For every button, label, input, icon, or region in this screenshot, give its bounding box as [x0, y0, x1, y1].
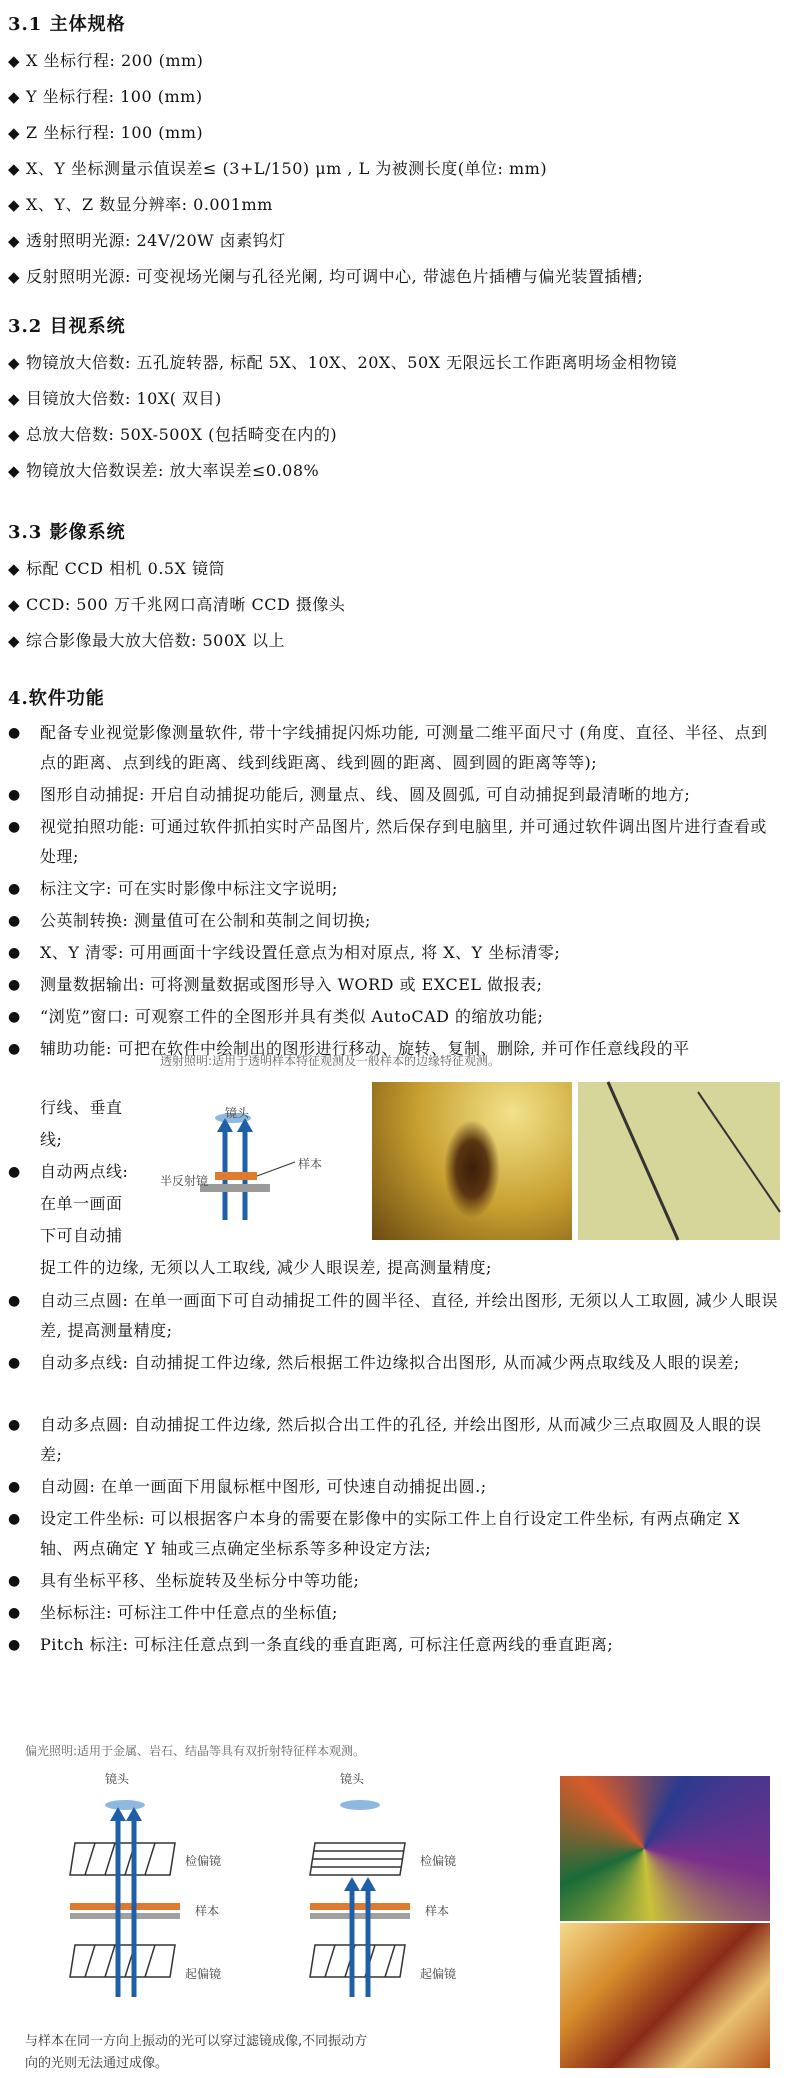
sample-photo-lines [578, 1082, 780, 1240]
feature-text: 视觉拍照功能: 可通过软件抓拍实时产品图片, 然后保存到电脑里, 并可通过软件调出图片进行查看或处理; [40, 817, 767, 866]
bullet: ● [8, 1573, 21, 1589]
wrap-text-4: 在单一画面 [40, 1194, 123, 1213]
feature-text: “浏览”窗口: 可观察工件的全图形并具有类似 AutoCAD 的缩放功能; [40, 1007, 544, 1026]
wrap-text-1: 行线、垂直 [40, 1098, 123, 1117]
item-text: 透射照明光源: 24V/20W 卤素钨灯 [26, 231, 286, 250]
polarizer-label-a: 起偏镜 [185, 1967, 222, 1981]
software-feature-item [8, 938, 778, 968]
item-text: 综合影像最大放大倍数: 500X 以上 [26, 631, 285, 650]
feature-text: 坐标标注: 可标注工件中任意点的坐标值; [40, 1603, 338, 1622]
software-feature-item [8, 1002, 778, 1032]
software-feature-item [8, 1472, 778, 1502]
sample-label: 样本 [298, 1157, 323, 1171]
wrap-text-6: 捉工件的边缘, 无须以人工取线, 减少人眼误差, 提高测量精度; [40, 1258, 492, 1277]
sec32-item [8, 458, 319, 481]
diamond-bullet: ◆ [8, 560, 21, 578]
sec31-item [8, 228, 286, 251]
crystal-photo-2 [560, 1923, 770, 2068]
section-title-3-1: 3.1 主体规格 [8, 14, 126, 35]
bullet: ● [8, 913, 21, 929]
bullet: ● [8, 881, 21, 897]
feature-text: 设定工件坐标: 可以根据客户本身的需要在影像中的实际工件上自行设定工件坐标, 有两点确定 X 轴、两点确定 Y 轴或三点确定坐标系等多种设定方法; [40, 1509, 741, 1558]
sec31-item [8, 156, 547, 179]
lens-label: 镜头 [225, 1106, 250, 1120]
diamond-bullet: ◆ [8, 462, 21, 480]
wrap-text-3: 自动两点线: [40, 1162, 129, 1181]
software-feature-item [8, 1566, 778, 1596]
feature-text: 公英制转换: 测量值可在公制和英制之间切换; [40, 911, 371, 930]
bullet: ● [8, 1605, 21, 1621]
diamond-bullet: ◆ [8, 160, 21, 178]
diamond-bullet: ◆ [8, 232, 21, 250]
sec31-item [8, 48, 203, 71]
figure-1-caption: 透射照明:适用于透明样本特征观测及一般样本的边缘特征观测。 [160, 1054, 501, 1068]
item-text: X 坐标行程: 200 (mm) [26, 51, 204, 70]
analyzer-label-a: 检偏镜 [185, 1854, 222, 1868]
software-feature-item [8, 812, 778, 872]
sample-label-a: 样本 [195, 1904, 220, 1918]
software-feature-item [8, 1286, 778, 1346]
software-feature-item [8, 1504, 778, 1564]
feature-text: X、Y 清零: 可用画面十字线设置任意点为相对原点, 将 X、Y 坐标清零; [40, 943, 561, 962]
item-text: Z 坐标行程: 100 (mm) [26, 123, 204, 142]
sec32-item [8, 422, 337, 445]
sec31-item [8, 192, 273, 215]
bullet: ● [8, 1479, 21, 1495]
figure-2-caption: 偏光照明:适用于金属、岩石、结晶等具有双折射特征样本观测。 [25, 1744, 366, 1758]
diamond-bullet: ◆ [8, 390, 21, 408]
sec32-item [8, 350, 677, 373]
crystal-photo-1 [560, 1776, 770, 1921]
feature-text: 自动多点线: 自动捕捉工件边缘, 然后根据工件边缘拟合出图形, 从而减少两点取线及人眼的误差; [40, 1353, 740, 1372]
sec32-item [8, 386, 222, 409]
sec31-item [8, 264, 643, 287]
bullet: ● [8, 1511, 21, 1527]
sec31-item [8, 120, 203, 143]
feature-text: 标注文字: 可在实时影像中标注文字说明; [40, 879, 338, 898]
item-text: 目镜放大倍数: 10X( 双目) [26, 389, 222, 408]
feature-text: Pitch 标注: 可标注任意点到一条直线的垂直距离, 可标注任意两线的垂直距离; [40, 1635, 614, 1654]
wrap-text-5: 下可自动捕 [40, 1226, 123, 1245]
diamond-bullet: ◆ [8, 354, 21, 372]
item-text: X、Y 坐标测量示值误差≤ (3+L/150) μm , L 为被测长度(单位: mm) [26, 159, 548, 178]
software-feature-item [8, 970, 778, 1000]
item-text: 反射照明光源: 可变视场光阑与孔径光阑, 均可调中心, 带滤色片插槽与偏光装置插槽; [26, 267, 644, 286]
wrap-text-2: 线; [40, 1130, 63, 1149]
software-feature-item [8, 1630, 778, 1660]
software-feature-item [8, 780, 778, 810]
item-text: 物镜放大倍数: 五孔旋转器, 标配 5X、10X、20X、50X 无限远长工作距离明场金相物镜 [26, 353, 678, 372]
bullet: ● [8, 1164, 21, 1180]
software-feature-item [8, 874, 778, 904]
sample-label-b: 样本 [425, 1904, 450, 1918]
figure-2-note-2: 向的光则无法通过成像。 [25, 2056, 169, 2071]
bullet: ● [8, 819, 21, 835]
item-text: CCD: 500 万千兆网口高清晰 CCD 摄像头 [26, 595, 346, 614]
feature-text: 自动多点圆: 自动捕捉工件边缘, 然后拟合出工件的孔径, 并绘出图形, 从而减少三点取圆及人眼的误差; [40, 1415, 762, 1464]
bullet: ● [8, 1009, 21, 1025]
feature-text: 配备专业视觉影像测量软件, 带十字线捕捉闪烁功能, 可测量二维平面尺寸 (角度、直径、半径、点到点的距离、点到线的距离、线到线距离、线到圆的距离、圆到圆的距离等等); [40, 723, 768, 772]
bullet: ● [8, 787, 21, 803]
item-text: Y 坐标行程: 100 (mm) [26, 87, 203, 106]
sec33-item [8, 592, 345, 615]
sec31-item [8, 84, 203, 107]
figure-2-note-1: 与样本在同一方向上振动的光可以穿过滤镜成像,不同振动方 [25, 2034, 368, 2049]
software-feature-item [8, 1348, 778, 1378]
sec33-item [8, 556, 225, 579]
feature-text: 自动圆: 在单一画面下用鼠标框中图形, 可快速自动捕捉出圆.; [40, 1477, 487, 1496]
diamond-bullet: ◆ [8, 196, 21, 214]
feature-text: 测量数据输出: 可将测量数据或图形导入 WORD 或 EXCEL 做报表; [40, 975, 543, 994]
section-title-3-2: 3.2 目视系统 [8, 316, 126, 337]
diamond-bullet: ◆ [8, 88, 21, 106]
item-text: 物镜放大倍数误差: 放大率误差≤0.08% [26, 461, 320, 480]
lens-label-a: 镜头 [105, 1772, 130, 1786]
bullet: ● [8, 1417, 21, 1433]
bullet: ● [8, 725, 21, 741]
item-text: X、Y、Z 数显分辨率: 0.001mm [26, 195, 273, 214]
diamond-bullet: ◆ [8, 426, 21, 444]
sec33-item [8, 628, 285, 651]
section-title-4: 4.软件功能 [8, 688, 105, 709]
bullet: ● [8, 1637, 21, 1653]
bullet: ● [8, 1041, 21, 1057]
diamond-bullet: ◆ [8, 124, 21, 142]
diamond-bullet: ◆ [8, 52, 21, 70]
feature-text: 自动三点圆: 在单一画面下可自动捕捉工件的圆半径、直径, 并绘出图形, 无须以人工取圆, 减少人眼误差, 提高测量精度; [40, 1291, 778, 1340]
bullet: ● [8, 1355, 21, 1371]
bullet: ● [8, 1293, 21, 1309]
lens-label-b: 镜头 [340, 1772, 365, 1786]
bullet: ● [8, 977, 21, 993]
diamond-bullet: ◆ [8, 268, 21, 286]
bullet: ● [8, 945, 21, 961]
feature-text: 辅助功能: 可把在软件中绘制出的图形进行移动、旋转、复制、删除, 并可作任意线段的平 [40, 1039, 690, 1058]
software-feature-item [8, 1410, 778, 1470]
feature-text: 图形自动捕捉: 开启自动捕捉功能后, 测量点、线、圆及圆弧, 可自动捕捉到最清晰的地方; [40, 785, 691, 804]
item-text: 总放大倍数: 50X-500X (包括畸变在内的) [26, 425, 338, 444]
mirror-label: 半反射镜 [160, 1174, 209, 1188]
section-title-3-3: 3.3 影像系统 [8, 522, 126, 543]
feature-text: 具有坐标平移、坐标旋转及坐标分中等功能; [40, 1571, 360, 1590]
diamond-bullet: ◆ [8, 596, 21, 614]
software-feature-item [8, 718, 778, 778]
polarizer-label-b: 起偏镜 [420, 1967, 457, 1981]
item-text: 标配 CCD 相机 0.5X 镜筒 [26, 559, 225, 578]
analyzer-label-b: 检偏镜 [420, 1854, 457, 1868]
diamond-bullet: ◆ [8, 632, 21, 650]
software-feature-item [8, 906, 778, 936]
software-feature-item [8, 1598, 778, 1628]
